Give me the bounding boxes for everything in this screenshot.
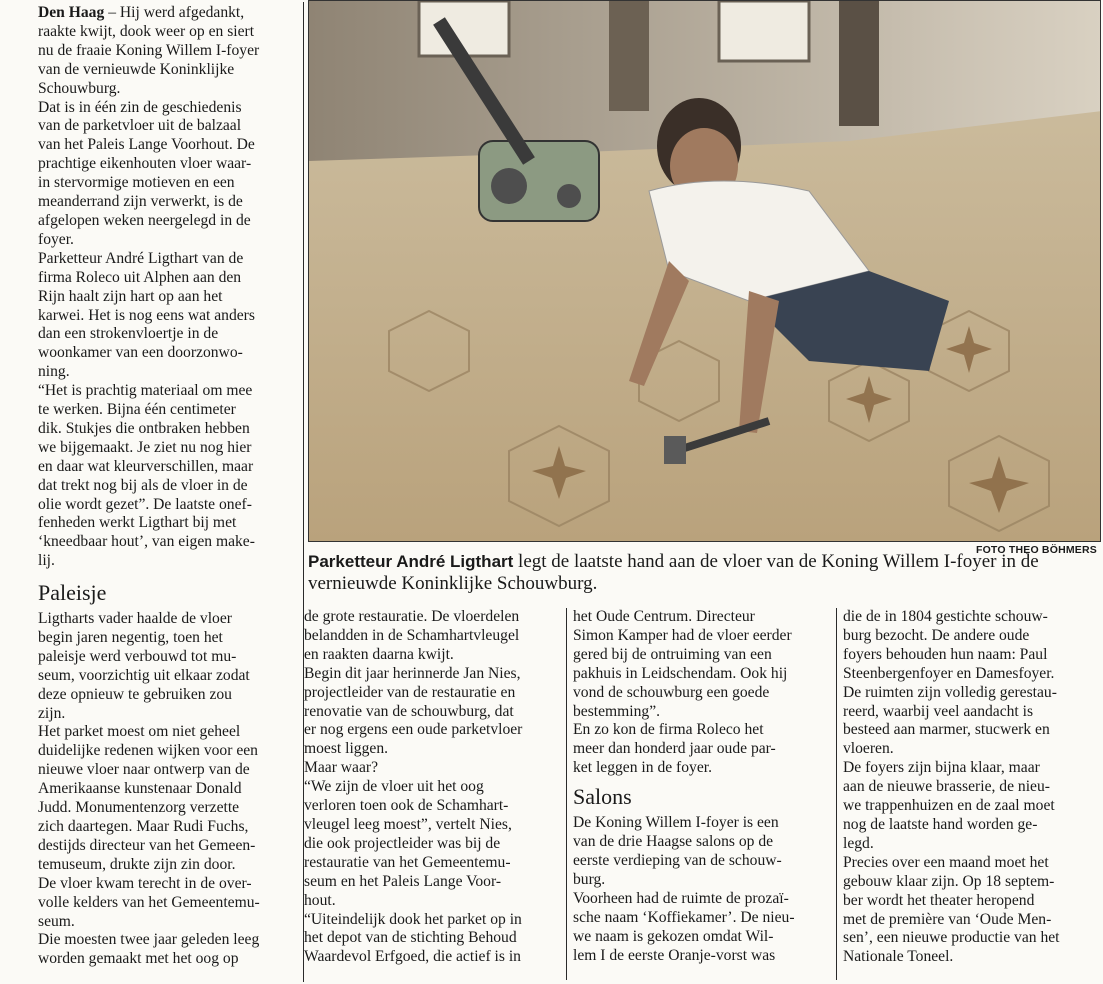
column-3-paragraph: En zo kon de firma Roleco het meer dan honderd jaar oude par- ket leggen in de foyer. <box>573 721 776 777</box>
news-photo <box>308 0 1101 542</box>
column-1-paragraph: Ligtharts vader haalde de vloer begin jaren negentig, toen het paleisje werd verbouwd tot mu- seum, voorzichtig uit elkaar zodat deze opnieuw te gebruiken zou zijn. <box>38 610 250 722</box>
intro-paragraph-1 <box>38 4 300 99</box>
column-2-paragraph: Maar waar? <box>304 759 379 777</box>
column-2-paragraph: “Uiteindelijk dook het parket op in het depot van de stichting Behoud Waardevol Erfgoed, die actief is in <box>304 910 522 966</box>
intro-paragraph-1-text: – Hij werd afgedankt, raakte kwijt, dook weer op en siert nu de fraaie Koning Willem I-foyer van de vernieuwde Koninklijke Schouwburg. <box>38 4 260 97</box>
intro-paragraph-3: Parketteur André Ligthart van de firma Roleco uit Alphen aan den Rijn haalt zijn hart op aan het karwei. Het is nog eens wat anders dan een strokenvloertje in de woonkamer van een doorzonwo- ning. <box>38 249 255 381</box>
column-1-paragraph: Het parket moest om niet geheel duidelijke redenen wijken voor een nieuwe vloer naar ontwerp van de Amerikaanse kunstenaar Donald Judd. Monumentenzorg verzette zich daartegen. Maar Rudi Fuchs, destijds directeur van het Gemeen- temuseum, drukte zijn zin door. <box>38 723 258 873</box>
column-4-paragraph: die de in 1804 gestichte schouw- burg bezocht. De andere oude foyers behouden hun naam: Paul Steenbergenfoyer en Damesfoyer. <box>843 608 1055 682</box>
article-column-4 <box>843 608 1101 967</box>
intro-paragraph-4: “Het is prachtig materiaal om mee te werken. Bijna één centimeter dik. Stukjes die ontbraken hebben we bijgemaakt. Je ziet nu nog hier en daar wat kleurverschillen, maar dat trekt nog bij als de vloer in de olie wordt gezet”. De laatste onef- fenheden werkt Ligthart bij met ‘kneedbaar hout’, van eigen make- lij. <box>38 382 255 570</box>
caption-text: legt de laatste hand aan de vloer van de Koning Willem I-foyer in de vernieuwde Koninklijke Schouwburg. <box>308 551 1039 594</box>
photo-credit: FOTO THEO BÖHMERS <box>975 544 1097 556</box>
column-3-paragraph: het Oude Centrum. Directeur Simon Kamper had de vloer eerder gered bij de ontruiming van een pakhuis in Leidschendam. Ook hij vond de schouwburg een goede bestemming”. <box>573 608 792 720</box>
column-1-paragraph: Die moesten twee jaar geleden leeg worden gemaakt met het oog op <box>38 931 260 968</box>
caption-lead: Parketteur André Ligthart <box>308 552 514 571</box>
column-2-paragraph: de grote restauratie. De vloerdelen belandden in de Schamhartvleugel en raakten daarna kwijt. <box>304 608 520 663</box>
dateline: Den Haag <box>38 4 105 21</box>
subheading-salons: Salons <box>573 784 632 810</box>
intro-paragraph-2: Dat is in één zin de geschiedenis van de parketvloer uit de balzaal van het Paleis Lange Voorhout. De prachtige eikenhouten vloer waar- in stervormige motieven en een meanderrand zijn verwerkt, is de afgelopen weken neergelegd in de foyer. <box>38 98 255 248</box>
intro-column <box>38 4 300 571</box>
column-rule <box>566 608 567 980</box>
column-2-paragraph: Begin dit jaar herinnerde Jan Nies, projectleider van de restauratie en renovatie van de schouwburg, dat er nog ergens een oude parketvloer moest liggen. <box>304 664 523 758</box>
subheading-paleisje: Paleisje <box>38 580 107 605</box>
photo-parquet-worker <box>309 1 1101 542</box>
column-3-paragraph: De Koning Willem I-foyer is een van de drie Haagse salons op de eerste verdieping van de schouw- burg. <box>573 814 782 888</box>
article-column-3 <box>573 608 831 965</box>
article-column-1 <box>38 574 300 969</box>
photo-caption <box>308 551 1098 595</box>
column-4-paragraph: Precies over een maand moet het gebouw klaar zijn. Op 18 septem- ber wordt het theater heropend met de première van ‘Oude Men- sen’, een nieuwe productie van het Nationale Toneel. <box>843 853 1060 966</box>
article-column-2 <box>304 608 562 967</box>
column-1-paragraph: De vloer kwam terecht in de over- volle kelders van het Gemeentemu- seum. <box>38 874 260 930</box>
column-2-paragraph: “We zijn de vloer uit het oog verloren toen ook de Schamhart- vleugel leeg moest”, vertelt Nies, die ook projectleider was bij de restauratie van het Gemeentemu- seum en het Paleis Lange Voor- hout. <box>304 778 512 909</box>
column-rule <box>836 608 837 980</box>
column-rule <box>303 2 304 982</box>
column-4-paragraph: De ruimten zijn volledig gerestau- reerd, waarbij veel aandacht is besteed aan marmer, stucwerk en vloeren. <box>843 683 1057 758</box>
column-3-paragraph: Voorheen had de ruimte de prozaï- sche naam ‘Koffiekamer’. De nieu- we naam is gekozen omdat Wil- lem I de eerste Oranje-vorst was <box>573 889 795 964</box>
column-4-paragraph: De foyers zijn bijna klaar, maar aan de nieuwe brasserie, de nieu- we trappenhuizen en de zaal moet nog de laatste hand worden ge- legd. <box>843 759 1055 852</box>
